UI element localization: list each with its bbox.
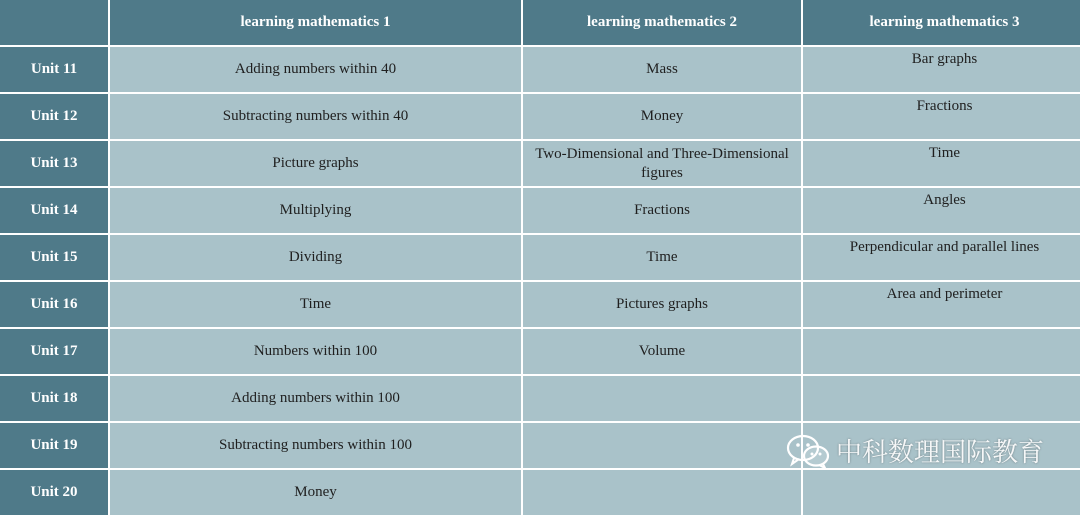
unit-label: Unit 11 xyxy=(0,47,108,92)
unit-label: Unit 20 xyxy=(0,470,108,515)
table-cell-m1: Subtracting numbers within 40 xyxy=(110,94,521,139)
watermark xyxy=(786,432,1044,469)
table-cell-m2: Fractions xyxy=(523,188,801,233)
table-cell-m2: Mass xyxy=(523,47,801,92)
unit-label: Unit 18 xyxy=(0,376,108,421)
table-cell-m1: Time xyxy=(110,282,521,327)
table-cell-m1: Numbers within 100 xyxy=(110,329,521,374)
table-cell-m1: Money xyxy=(110,470,521,515)
header-corner-cell xyxy=(0,0,108,45)
table-cell-m2 xyxy=(523,470,801,515)
table-cell-m2: Time xyxy=(523,235,801,280)
table-cell-m1: Dividing xyxy=(110,235,521,280)
table-cell-m3: Fractions xyxy=(803,94,1080,139)
table-cell-m2: Money xyxy=(523,94,801,139)
table-cell-m3: Bar graphs xyxy=(803,47,1080,92)
table-cell-m1: Adding numbers within 40 xyxy=(110,47,521,92)
unit-label: Unit 14 xyxy=(0,188,108,233)
unit-label: Unit 13 xyxy=(0,141,108,186)
table-cell-m3: Perpendicular and parallel lines xyxy=(803,235,1080,280)
table-cell-m2: Volume xyxy=(523,329,801,374)
table-cell-m3 xyxy=(803,376,1080,421)
table-cell-m2 xyxy=(523,376,801,421)
unit-label: Unit 15 xyxy=(0,235,108,280)
unit-label: Unit 19 xyxy=(0,423,108,468)
table-cell-m1: Picture graphs xyxy=(110,141,521,186)
unit-label: Unit 17 xyxy=(0,329,108,374)
unit-label: Unit 12 xyxy=(0,94,108,139)
watermark-text: 中科数理国际教育 xyxy=(835,438,1044,468)
table-cell-m3: Angles xyxy=(803,188,1080,233)
table-cell-m1: Subtracting numbers within 100 xyxy=(110,423,521,468)
header-learning-mathematics-1: learning mathematics 1 xyxy=(110,0,521,45)
table-cell-m3: Area and perimeter xyxy=(803,282,1080,327)
table-cell-m1: Multiplying xyxy=(110,188,521,233)
table-cell-m2: Pictures graphs xyxy=(523,282,801,327)
table-cell-m3: Time xyxy=(803,141,1080,186)
wechat-icon xyxy=(786,433,830,469)
header-learning-mathematics-3: learning mathematics 3 xyxy=(803,0,1080,45)
table-cell-m2 xyxy=(523,423,801,468)
unit-label: Unit 16 xyxy=(0,282,108,327)
header-learning-mathematics-2: learning mathematics 2 xyxy=(523,0,801,45)
table-cell-m2: Two-Dimensional and Three-Dimensional figures xyxy=(523,141,801,186)
table-cell-m3 xyxy=(803,470,1080,515)
table-cell-m3 xyxy=(803,329,1080,374)
table-cell-m1: Adding numbers within 100 xyxy=(110,376,521,421)
